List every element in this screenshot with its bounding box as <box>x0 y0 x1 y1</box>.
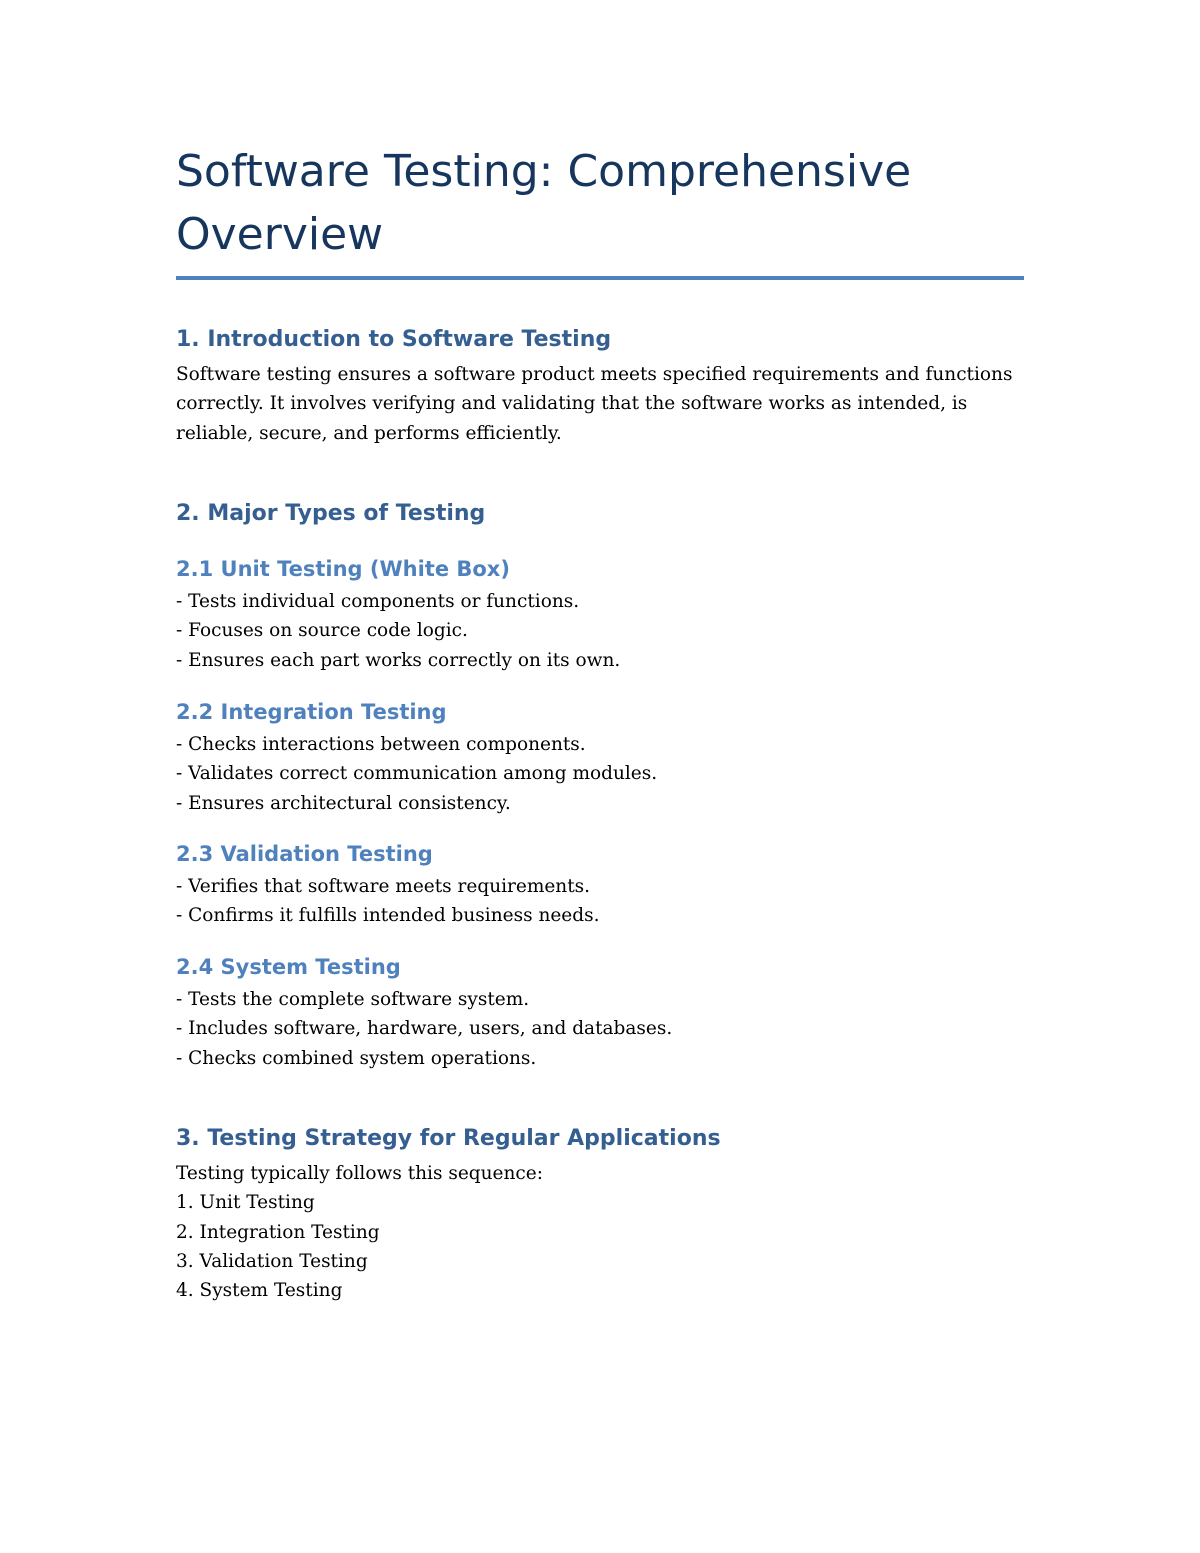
body-line: Software testing ensures a software product meets specified requirements and functions <box>176 364 1013 385</box>
bullet-line: - Checks interactions between components. <box>176 734 586 755</box>
subsection-heading: 2.1 Unit Testing (White Box) <box>176 557 510 581</box>
bullet-line: - Includes software, hardware, users, and databases. <box>176 1018 673 1040</box>
list-item: 1. Unit Testing <box>176 1192 315 1214</box>
bullet-line: - Ensures architectural consistency. <box>176 792 511 814</box>
title-line-2: Overview <box>176 209 384 260</box>
section-heading: 3. Testing Strategy for Regular Applications <box>176 1126 721 1151</box>
subsection-validation-testing <box>176 839 1024 931</box>
list-item: 4. System Testing <box>176 1280 343 1302</box>
title-underline <box>176 276 1024 280</box>
bullet-line: - Tests individual components or functions. <box>176 591 580 612</box>
document-title-block <box>176 140 1024 280</box>
subsection-system-testing <box>176 952 1024 1073</box>
subsection-unit-testing <box>176 554 1024 675</box>
section-testing-strategy <box>176 1124 1024 1305</box>
list-item: 2. Integration Testing <box>176 1221 380 1243</box>
subsection-heading: 2.3 Validation Testing <box>176 842 433 866</box>
title-line-1: Software Testing: Comprehensive <box>176 146 912 197</box>
body-line: reliable, secure, and performs efficiently. <box>176 422 562 444</box>
section-introduction <box>176 325 1024 448</box>
bullet-line: - Verifies that software meets requirements. <box>176 876 591 897</box>
bullet-line: - Focuses on source code logic. <box>176 620 468 642</box>
bullet-line: - Tests the complete software system. <box>176 989 530 1010</box>
section-major-types <box>176 499 1024 529</box>
subsection-integration-testing <box>176 697 1024 818</box>
body-line: Testing typically follows this sequence: <box>176 1163 543 1184</box>
list-item: 3. Validation Testing <box>176 1250 368 1272</box>
body-line: correctly. It involves verifying and validating that the software works as intended, is <box>176 393 968 415</box>
section-heading: 1. Introduction to Software Testing <box>176 327 612 352</box>
bullet-line: - Validates correct communication among modules. <box>176 763 658 785</box>
bullet-line: - Ensures each part works correctly on its own. <box>176 649 621 671</box>
subsection-heading: 2.4 System Testing <box>176 955 401 979</box>
bullet-line: - Checks combined system operations. <box>176 1047 537 1069</box>
document-title <box>176 140 1024 266</box>
section-heading: 2. Major Types of Testing <box>176 501 486 526</box>
bullet-line: - Confirms it fulfills intended business needs. <box>176 905 600 927</box>
subsection-heading: 2.2 Integration Testing <box>176 700 447 724</box>
